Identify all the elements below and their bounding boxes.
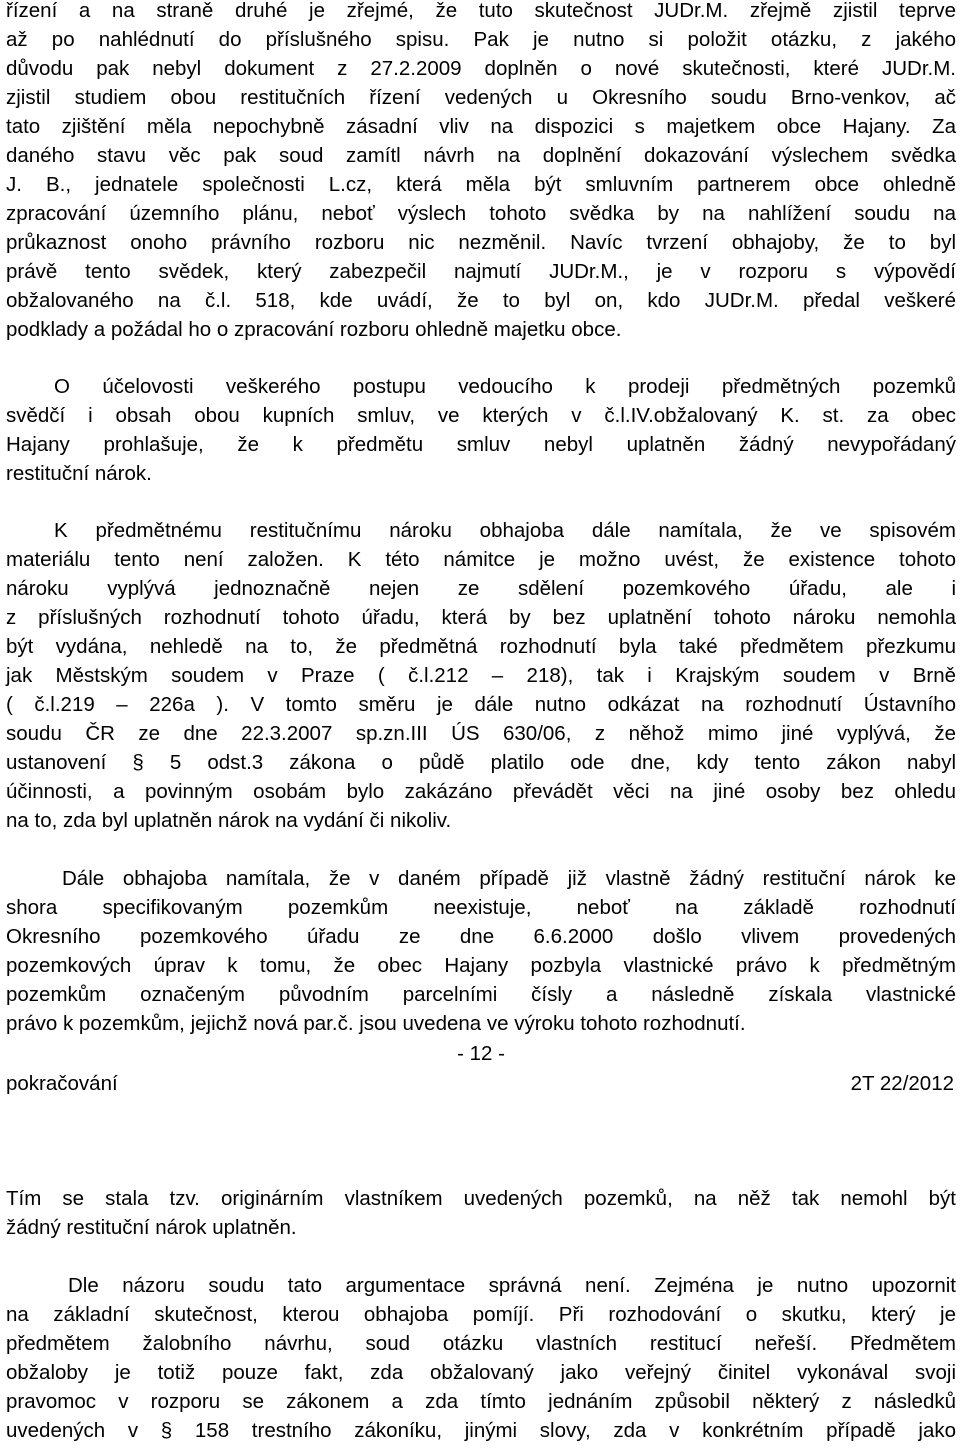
text-line: účinnosti, a povinným osobám bylo zakázáno převádět věci na jiné osoby bez ohledu bbox=[6, 780, 956, 803]
text-line: na základní skutečnost, kterou obhajoba pomíjí. Při rozhodování o skutku, který je bbox=[6, 1303, 956, 1326]
footer-case-number: 2T 22/2012 bbox=[850, 1072, 954, 1095]
text-line: daného stavu věc pak soud zamítl návrh na doplnění dokazování výslechem svědka bbox=[6, 144, 956, 167]
text-line: nároku vyplývá jednoznačně nejen ze sdělení pozemkového úřadu, ale i bbox=[6, 577, 956, 600]
page-number: - 12 - bbox=[457, 1042, 505, 1065]
text-line: žádný restituční nárok uplatněn. bbox=[6, 1216, 297, 1239]
text-line: předmětem žalobního návrhu, soud otázku vlastních restitucí neřeší. Předmětem bbox=[6, 1332, 956, 1355]
text-line: právo k pozemkům, jejichž nová par.č. jsou uvedena ve výroku tohoto rozhodnutí. bbox=[6, 1012, 746, 1035]
text-line: J. B., jednatele společnosti L.cz, která měla být smluvním partnerem obce ohledně bbox=[6, 173, 956, 196]
page-footer bbox=[6, 1069, 956, 1098]
footer-continuation-label: pokračování bbox=[6, 1072, 118, 1095]
text-line: Hajany prohlašuje, že k předmětu smluv nebyl uplatněn žádný nevypořádaný bbox=[6, 433, 956, 456]
text-line: tato zjištění měla nepochybně zásadní vliv na dispozici s majetkem obce Hajany. Za bbox=[6, 115, 956, 138]
text-line: průkaznost onoho právního rozboru nic nezměnil. Navíc tvrzení obhajoby, že to byl bbox=[6, 231, 956, 254]
text-line: řízení a na straně druhé je zřejmé, že tuto skutečnost JUDr.M. zřejmě zjistil teprve bbox=[6, 0, 956, 22]
text-line: na to, zda byl uplatněn nárok na vydání či nikoliv. bbox=[6, 809, 452, 832]
text-line: ustanovení § 5 odst.3 zákona o půdě platilo ode dne, kdy tento zákon nabyl bbox=[6, 751, 956, 774]
text-line: být vydána, nehledě na to, že předmětná rozhodnutí byla také předmětem přezkumu bbox=[6, 635, 956, 658]
text-line: jak Městským soudem v Praze ( č.l.212 – 218), tak i Krajským soudem v Brně bbox=[6, 664, 956, 687]
text-line: ( č.l.219 – 226a ). V tomto směru je dále nutno odkázat na rozhodnutí Ústavního bbox=[6, 693, 956, 716]
text-line: uvedených v § 158 trestního zákoníku, jinými slovy, zda v konkrétním případě jako bbox=[6, 1419, 956, 1442]
text-line: K předmětnému restitučnímu nároku obhajoba dále namítala, že ve spisovém bbox=[54, 519, 956, 542]
text-line: Okresního pozemkového úřadu ze dne 6.6.2000 došlo vlivem provedených bbox=[6, 925, 956, 948]
text-line: svědčí i obsah obou kupních smluv, ve kterých v č.l.IV.obžalovaný K. st. za obec bbox=[6, 404, 956, 427]
text-line: materiálu tento není založen. K této námitce je možno uvést, že existence tohoto bbox=[6, 548, 956, 571]
text-line: pravomoc v rozporu se zákonem a zda tímto jednáním způsobil některý z následků bbox=[6, 1390, 956, 1413]
text-line: Dále obhajoba namítala, že v daném případě již vlastně žádný restituční nárok ke bbox=[62, 867, 956, 890]
text-line: obžaloby je totiž pouze fakt, zda obžalovaný jako veřejný činitel vykonával svoji bbox=[6, 1361, 956, 1384]
text-line: pozemkových úprav k tomu, že obec Hajany pozbyla vlastnické právo k předmětným bbox=[6, 954, 956, 977]
text-line: restituční nárok. bbox=[6, 462, 152, 485]
text-line: pozemkům označeným původním parcelními čísly a následně získala vlastnické bbox=[6, 983, 956, 1006]
text-line: důvodu pak nebyl dokument z 27.2.2009 doplněn o nové skutečnosti, které JUDr.M. bbox=[6, 57, 956, 80]
text-line: zjistil studiem obou restitučních řízení vedených u Okresního soudu Brno-venkov, ač bbox=[6, 86, 956, 109]
text-line: obžalovaného na č.l. 518, kde uvádí, že to byl on, kdo JUDr.M. předal veškeré bbox=[6, 289, 956, 312]
text-line: Dle názoru soudu tato argumentace správná není. Zejména je nutno upozornit bbox=[68, 1274, 956, 1297]
text-line: O účelovosti veškerého postupu vedoucího k prodeji předmětných pozemků bbox=[54, 375, 956, 398]
text-line: zpracování územního plánu, neboť výslech tohoto svědka by na nahlížení soudu na bbox=[6, 202, 956, 225]
text-line: Tím se stala tzv. originárním vlastníkem uvedených pozemků, na něž tak nemohl být bbox=[6, 1187, 956, 1210]
text-line: až po nahlédnutí do příslušného spisu. Pak je nutno si položit otázku, z jakého bbox=[6, 28, 956, 51]
text-line: právě tento svědek, který zabezpečil najmutí JUDr.M., je v rozporu s výpovědí bbox=[6, 260, 956, 283]
text-line: podklady a požádal ho o zpracování rozboru ohledně majetku obce. bbox=[6, 318, 622, 341]
text-line: shora specifikovaným pozemkům neexistuje, neboť na základě rozhodnutí bbox=[6, 896, 956, 919]
text-line: z příslušných rozhodnutí tohoto úřadu, která by bez uplatnění tohoto nároku nemohla bbox=[6, 606, 956, 629]
text-line: soudu ČR ze dne 22.3.2007 sp.zn.III ÚS 630/06, z něhož mimo jiné vyplývá, že bbox=[6, 722, 956, 745]
